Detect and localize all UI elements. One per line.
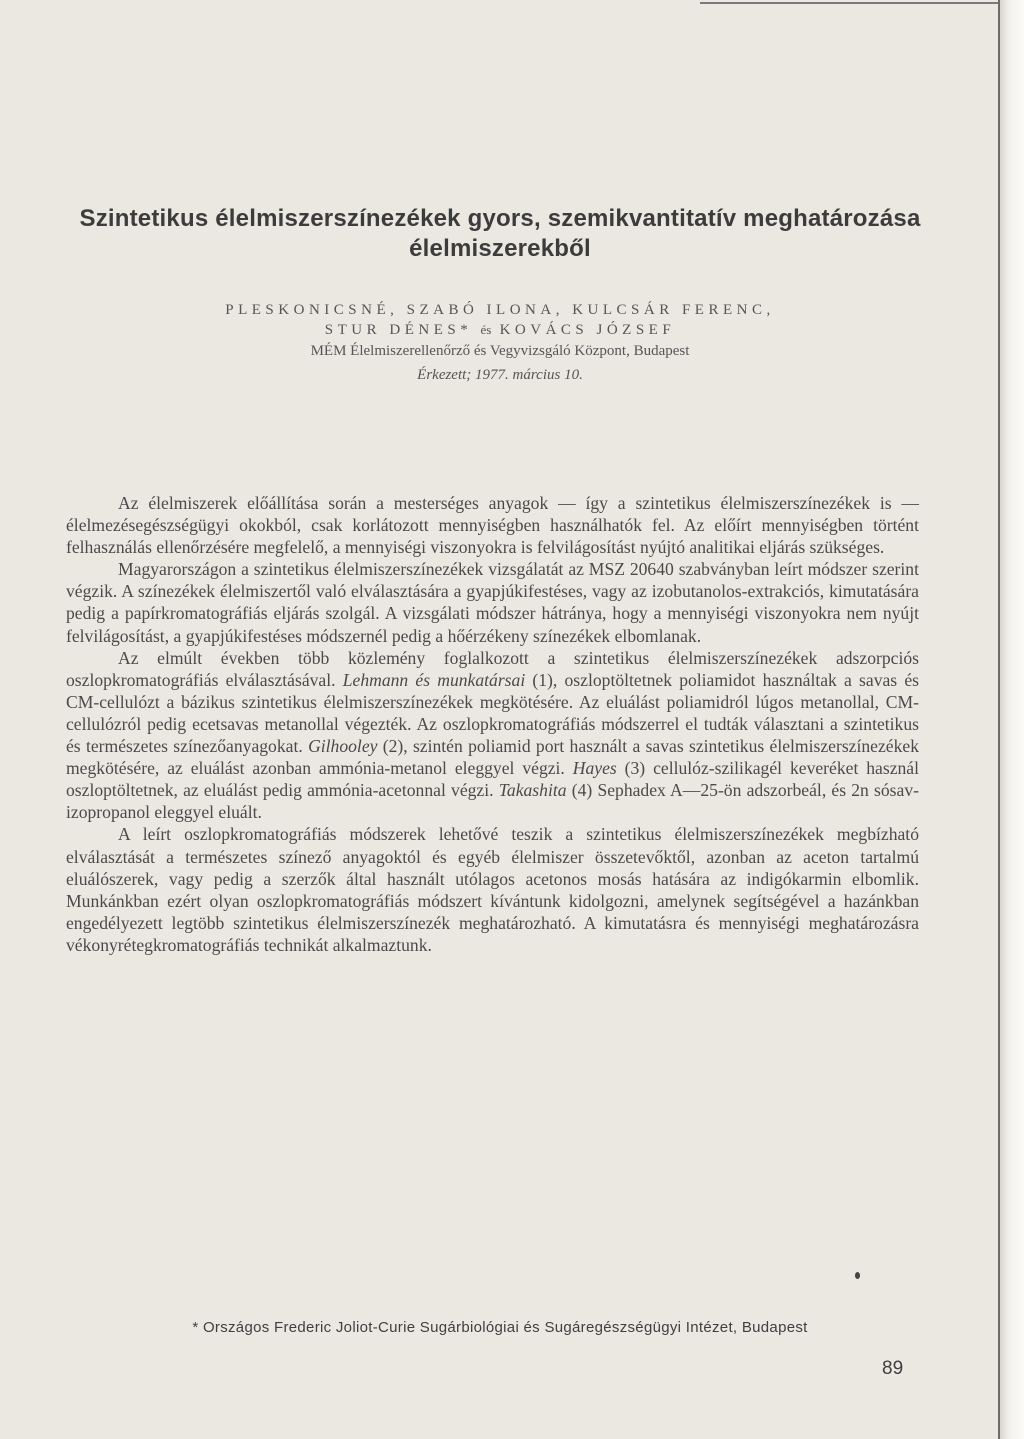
citation-author-lehmann: Lehmann és munkatársai (342, 669, 526, 690)
citation-author-hayes: Hayes (572, 758, 617, 779)
citation-author-gilhooley: Gilhooley (308, 736, 378, 757)
ink-dot (855, 1272, 860, 1279)
footnote: * Országos Frederic Joliot-Curie Sugárbiológiai és Sugáregészségügyi Intézet, Budapest (192, 1319, 808, 1336)
paragraph-3-part-a: Az elmúlt években több közlemény foglalkozott a szintetikus élelmiszerszínezékek adszorpciós oszlopkromatográfiás elválasztásával. (66, 647, 919, 690)
received-date: Érkezett; 1977. március 10. (417, 367, 583, 383)
article-body (66, 492, 919, 956)
citation-author-takashita: Takashita (498, 780, 567, 801)
author-stur: STUR DÉNES* (324, 322, 473, 338)
paragraph-3-part-d: (3) cellulóz-szilikagél keveréket használ oszloptöltetnek, az eluálást pedig ammónia-acetonnal végzi. (66, 758, 919, 801)
paragraph-3-part-b: (1), oszloptöltetnek poliamidot használtak a savas és CM-cellulózt a bázikus szintetikus élelmiszerszínezékek megkötésére. Az eluálást poliamidról lúgos metanollal, CM-cellulózról pedig ecetsavas metanollal végezték. Az oszlopkromatográfiás módszerrel el tudták választani a szintetikus és természetes színezőanyagokat. (66, 669, 919, 757)
affiliation: MÉM Élelmiszerellenőrző és Vegyvizsgáló Központ, Budapest (310, 343, 690, 359)
authors-line-2 (60, 320, 940, 340)
authors-line-1: PLESKONICSNÉ, SZABÓ ILONA, KULCSÁR FERENC, (225, 302, 775, 318)
paragraph-3 (66, 647, 919, 824)
article-title: Szintetikus élelmiszerszínezékek gyors, szemikvantitatív meghatározása élelmiszerekből (79, 205, 921, 262)
paragraph-3-part-e: (4) Sephadex A—25-ön adszorbeál, és 2n sósav-izopropanol eleggyel eluált. (66, 780, 919, 823)
paragraph-1: Az élelmiszerek előállítása során a mesterséges anyagok — így a szintetikus élelmiszerszínezékek is — élelmezésegészségügyi okokból, csak korlátozott mennyiségben használhatók fel. Az előírt mennyiségben történt felhasználás ellenőrzésére megfelelő, a mennyiségi viszonyokra is felvilágosítást nyújtó analitikai eljárás szükséges. (66, 493, 919, 558)
page-number: 89 (882, 1358, 904, 1379)
author-list (60, 300, 940, 340)
paragraph-4: A leírt oszlopkromatográfiás módszerek lehetővé teszik a szintetikus élelmiszerszínezékek megbízható elválasztását a természetes színező anyagoktól és egyéb élelmiszer összetevőktől, azonban az aceton tartalmú eluálószerek, vagy pedig a szerzők által használt utólagos acetonos mosás hatására az indigókarmin elbomlik. Munkánkban ezért olyan oszlopkromatográfiás módszert kívántunk kidolgozni, amelynek segítségével a hazánkban engedélyezett legtöbb szintetikus élelmiszerszínezék meghatározható. A kimutatásra és mennyiségi meghatározásra vékonyrétegkromatográfiás technikát alkalmaztunk. (66, 824, 919, 955)
authors-conjunction: és (480, 322, 492, 337)
paragraph-3-part-c: (2), szintén poliamid port használt a savas szintetikus élelmiszerszínezékek megkötésére, az eluálást azonban ammónia-metanol eleggyel végzi. (66, 736, 919, 779)
book-spine (998, 0, 1024, 1439)
paragraph-2: Magyarországon a szintetikus élelmiszerszínezékek vizsgálatát az MSZ 20640 szabványban leírt módszer szerint végzik. A színezékek élelmiszertől való elválasztására a gyapjúkifestéses, vagy az izobutanolos-extrakciós, kimutatására pedig a papírkromatográfiás eljárás szolgál. A vizsgálati módszer hátránya, hogy a mennyiségi viszonyokra nem nyújt felvilágosítást, a gyapjúkifestéses módszernél pedig a hőérzékeny színezékek elbomlanak. (66, 559, 919, 646)
author-kovacs: KOVÁCS JÓZSEF (499, 322, 676, 338)
top-rule (700, 2, 1000, 4)
